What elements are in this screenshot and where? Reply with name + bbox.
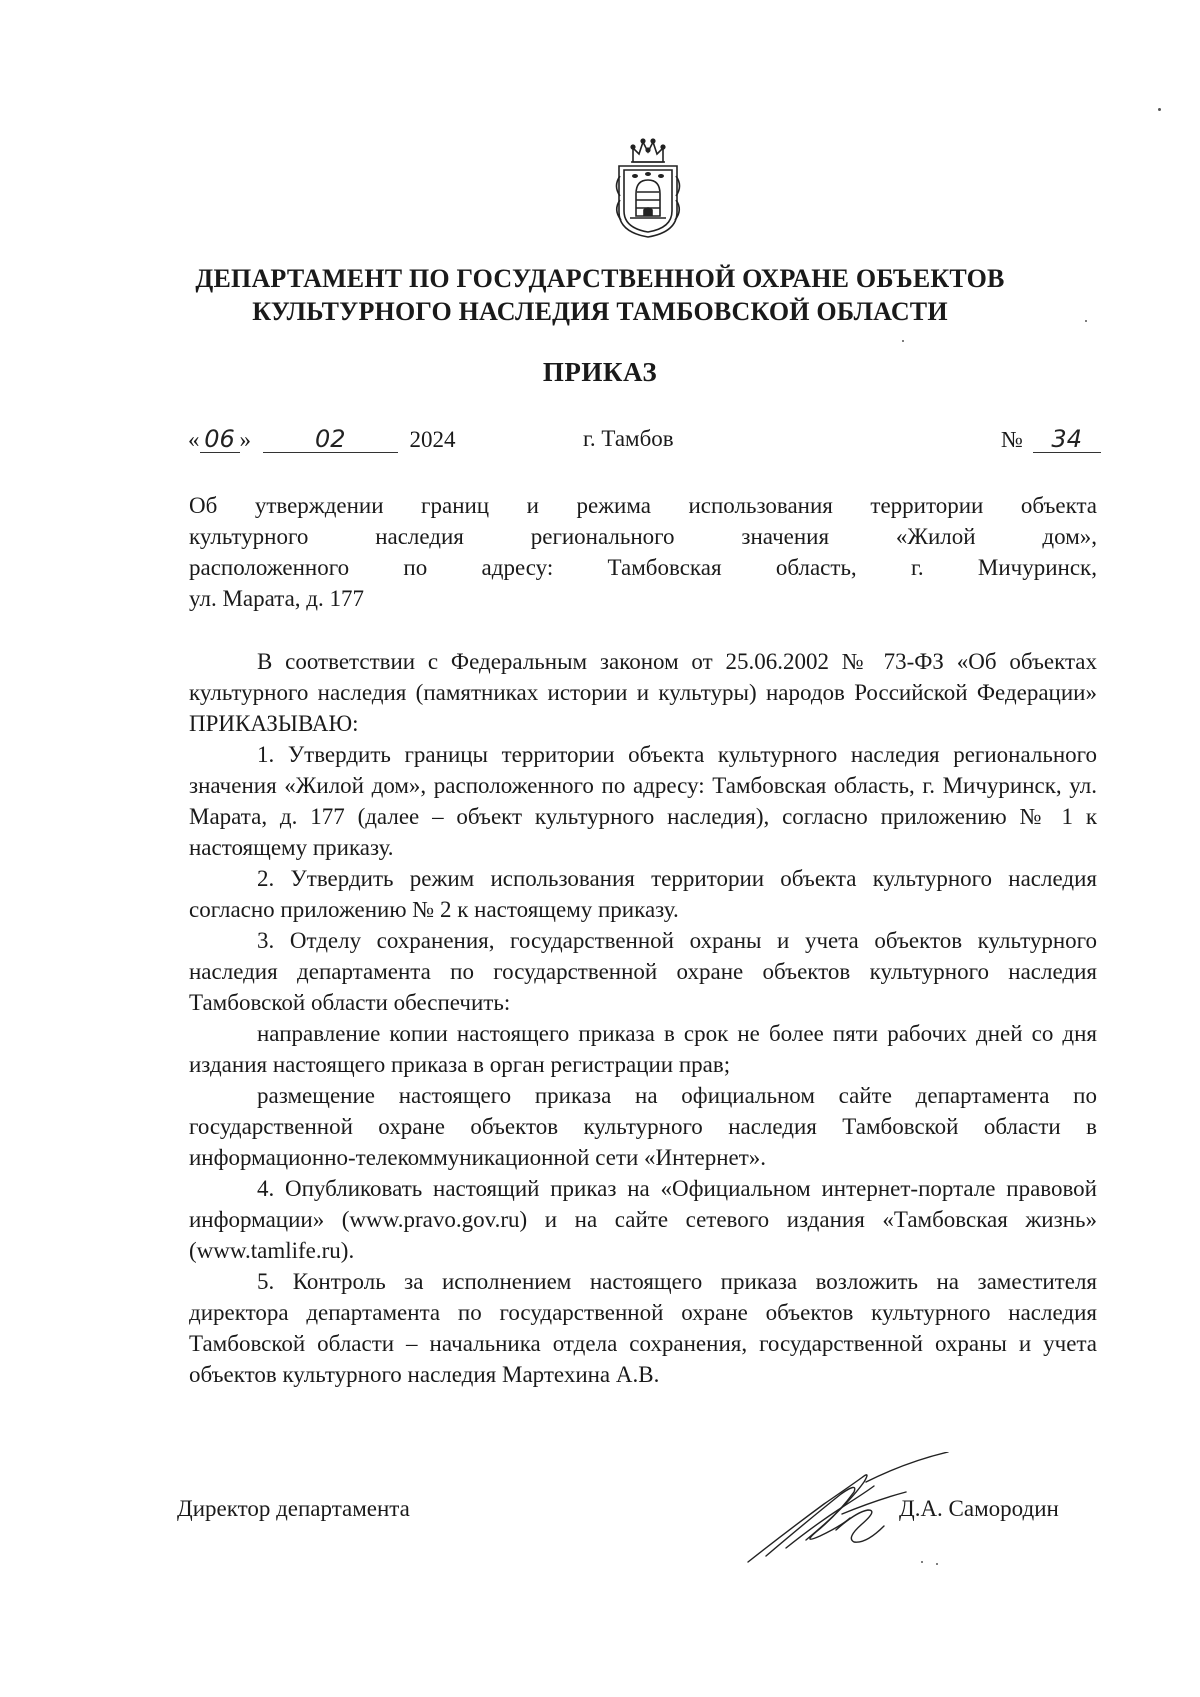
department-name-line-2: КУЛЬТУРНОГО НАСЛЕДИЯ ТАМБОВСКОЙ ОБЛАСТИ [252,297,948,326]
date-open-quote: « [188,427,200,452]
department-name [150,262,1050,328]
scan-speck [1158,108,1161,111]
order-item-4: 4. Опубликовать настоящий приказ на «Официальном интернет-портале правовой информации» (www.pravo.gov.ru) и на сайте сетевого издания «Тамбовская жизнь» (www.tamlife.ru). [189,1176,1097,1263]
order-item-1: 1. Утвердить границы территории объекта культурного наследия регионального значения «Жилой дом», расположенного по адресу: Тамбовская область, г. Мичуринск, ул. Марата, д. 177 (далее – объект культурного наследия), согласно приложению № 1 к настоящему приказу. [189,742,1097,860]
date-close-quote: » [239,427,251,452]
preamble-paragraph: В соответствии с Федеральным законом от 25.06.2002 № 73-ФЗ «Об объектах культурного наследия (памятниках истории и культуры) народов Российской Федерации» ПРИКАЗЫВАЮ: [189,649,1097,736]
subject-line: Об утверждении границ и режима использования территории объекта [189,493,1097,518]
subject-line: культурного наследия регионального значения «Жилой дом», [189,524,1097,549]
date-month: 02 [263,426,398,453]
order-item-3: 3. Отделу сохранения, государственной охраны и учета объектов культурного наследия департамента по государственной охране объектов культурного наследия Тамбовской области обеспечить: [189,928,1097,1015]
scan-speck [921,1561,923,1563]
date-day: 06 [200,426,240,453]
order-item-3-sub-1: направление копии настоящего приказа в срок не более пяти рабочих дней со дня издания настоящего приказа в орган регистрации прав; [189,1021,1097,1077]
department-name-line-1: ДЕПАРТАМЕНТ ПО ГОСУДАРСТВЕННОЙ ОХРАНЕ ОБЪЕКТОВ [195,264,1005,293]
order-item-3-sub-2: размещение настоящего приказа на официальном сайте департамента по государственной охране объектов культурного наследия Тамбовской области в информационно-телекоммуникационной сети «Интернет». [189,1083,1097,1170]
order-subject [189,490,1097,614]
document-city: г. Тамбов [583,426,674,451]
number-sign: № [1001,427,1023,452]
scan-speck [902,340,904,342]
subject-line: расположенного по адресу: Тамбовская область, г. Мичуринск, [189,555,1097,580]
order-item-5: 5. Контроль за исполнением настоящего приказа возложить на заместителя директора департамента по государственной охране объектов культурного наследия Тамбовской области – начальника отдела сохранения, государственной охраны и учета объектов культурного наследия Мартехина А.В. [189,1269,1097,1387]
scan-speck [1085,320,1087,322]
document-title: ПРИКАЗ [542,357,658,387]
signer-position: Директор департамента [177,1496,410,1521]
number-value: 34 [1033,426,1101,453]
document-date [188,426,456,460]
scan-speck [936,1563,938,1565]
order-body [189,646,1097,1390]
subject-line: ул. Марата, д. 177 [189,586,364,611]
date-year: 2024 [409,427,456,452]
order-item-2: 2. Утвердить режим использования территории объекта культурного наследия согласно приложению № 2 к настоящему приказу. [189,866,1097,922]
document-number [1001,426,1101,460]
tambov-coat-of-arms-icon [609,136,687,240]
signer-name: Д.А. Самородин [899,1496,1059,1521]
